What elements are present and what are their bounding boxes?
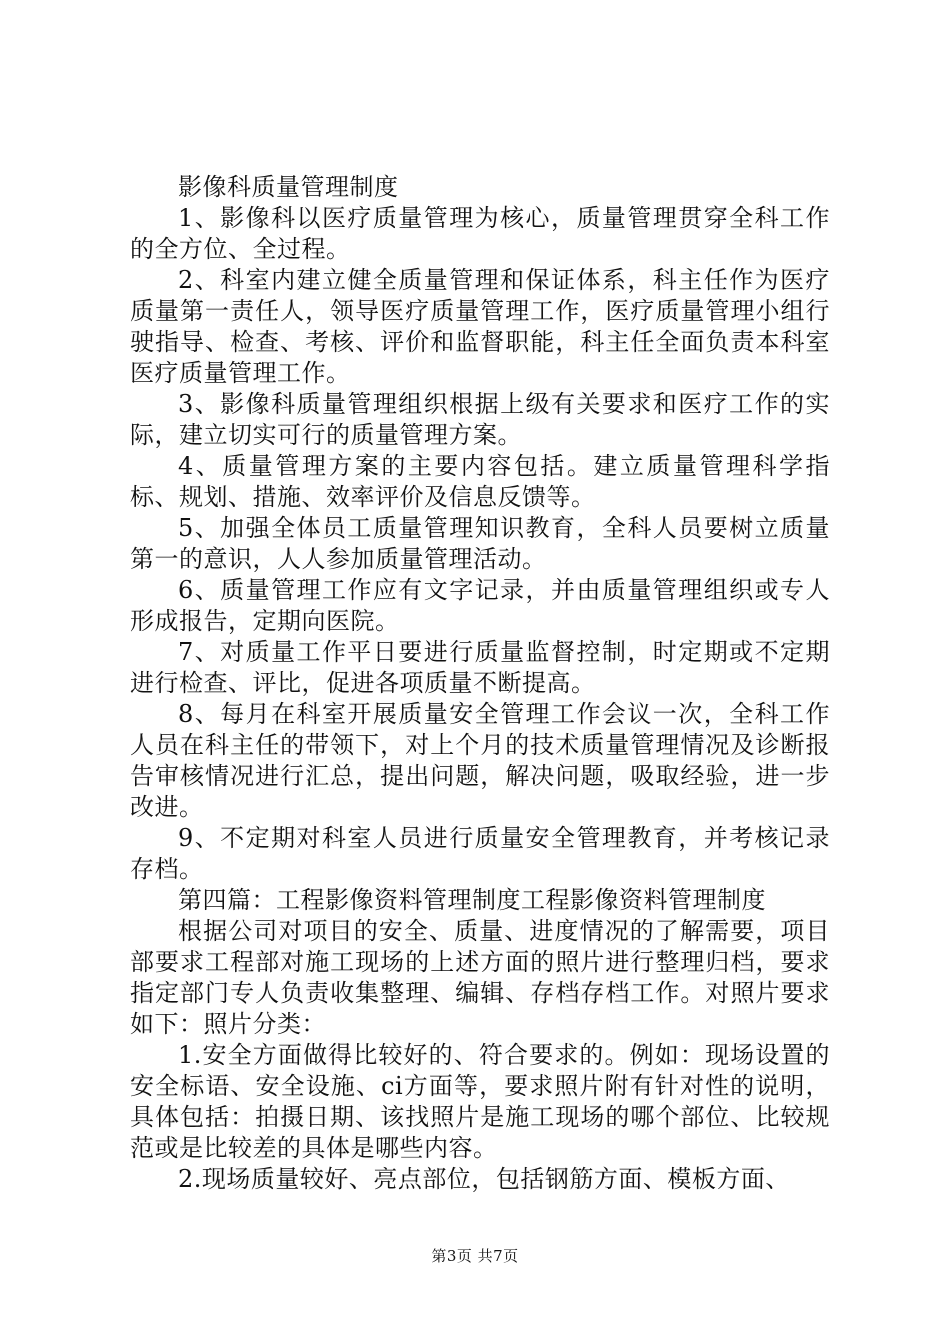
paragraph-item-6: 6、质量管理工作应有文字记录，并由质量管理组织或专人形成报告，定期向医院。 xyxy=(130,576,830,635)
paragraph-item-5: 5、加强全体员工质量管理知识教育，全科人员要树立质量第一的意识，人人参加质量管理活动。 xyxy=(130,514,830,573)
paragraph-item-2: 2、科室内建立健全质量管理和保证体系，科主任作为医疗质量第一责任人，领导医疗质量管理工作，医疗质量管理小组行驶指导、检查、考核、评价和监督职能，科主任全面负责本科室医疗质量管理工作。 xyxy=(130,266,830,387)
paragraph-title: 影像科质量管理制度 xyxy=(178,173,399,201)
paragraph-item-8: 8、每月在科室开展质量安全管理工作会议一次，全科工作人员在科主任的带领下，对上个月的技术质量管理情况及诊断报告审核情况进行汇总，提出问题，解决问题，吸取经验，进一步改进。 xyxy=(130,700,830,821)
paragraph-item-1: 1、影像科以医疗质量管理为核心，质量管理贯穿全科工作的全方位、全过程。 xyxy=(130,204,830,263)
paragraph-item-3: 3、影像科质量管理组织根据上级有关要求和医疗工作的实际，建立切实可行的质量管理方案。 xyxy=(130,390,830,449)
section-heading: 第四篇：工程影像资料管理制度工程影像资料管理制度 xyxy=(178,886,766,914)
paragraph-item-7: 7、对质量工作平日要进行质量监督控制，时定期或不定期进行检查、评比，促进各项质量不断提高。 xyxy=(130,638,830,697)
paragraph-intro: 根据公司对项目的安全、质量、进度情况的了解需要，项目部要求工程部对施工现场的上述方面的照片进行整理归档，要求指定部门专人负责收集整理、编辑、存档存档工作。对照片要求如下：照片分类： xyxy=(130,917,830,1038)
document-body xyxy=(130,172,830,1195)
paragraph-item-9: 9、不定期对科室人员进行质量安全管理教育，并考核记录存档。 xyxy=(130,824,830,883)
page-number: 第3页 共7页 xyxy=(431,1247,519,1265)
paragraph-item-4: 4、质量管理方案的主要内容包括。建立质量管理科学指标、规划、措施、效率评价及信息反馈等。 xyxy=(130,452,830,511)
paragraph-photo-1: 1.安全方面做得比较好的、符合要求的。例如：现场设置的安全标语、安全设施、ci方面等，要求照片附有针对性的说明，具体包括：拍摄日期、该找照片是施工现场的哪个部位、比较规范或是比较差的具体是哪些内容。 xyxy=(130,1041,830,1162)
paragraph-photo-2: 2.现场质量较好、亮点部位，包括钢筋方面、模板方面、 xyxy=(178,1165,790,1193)
